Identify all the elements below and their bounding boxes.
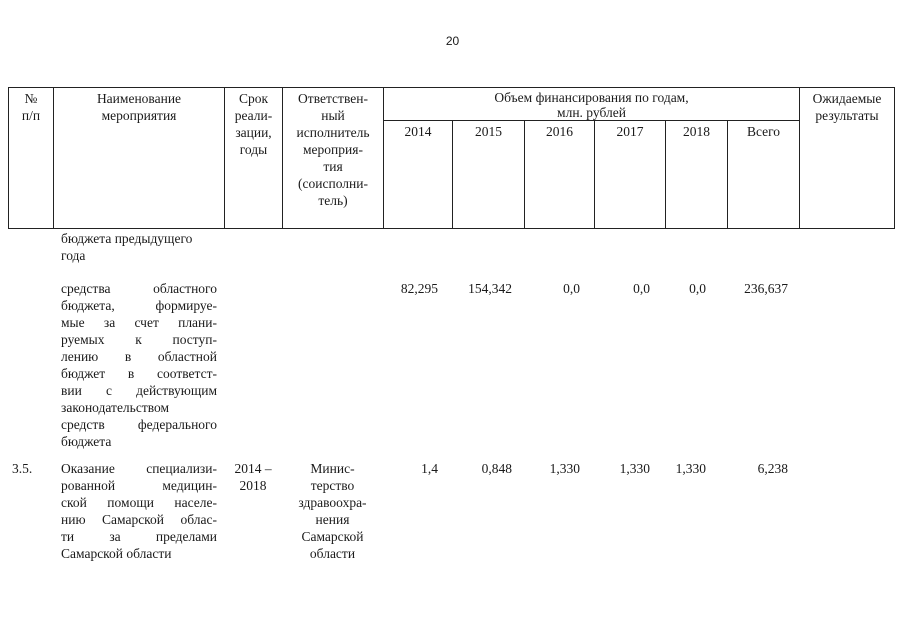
value-2018: 1,330 bbox=[675, 461, 706, 476]
header-no: № п/п bbox=[9, 88, 54, 229]
header-year-2014: 2014 bbox=[384, 121, 453, 229]
table-header bbox=[8, 87, 895, 229]
table-row-continuation bbox=[61, 230, 217, 264]
page-number: 20 bbox=[445, 34, 460, 48]
row-name-line: вии с действующим bbox=[61, 383, 217, 398]
value-total: 6,238 bbox=[757, 461, 788, 476]
value-2016: 0,0 bbox=[563, 281, 580, 296]
header-term: Срок реали- зации, годы bbox=[225, 88, 283, 229]
value-2015: 154,342 bbox=[468, 281, 512, 296]
row-name-line: бюджета bbox=[61, 434, 112, 449]
row-name-line: руемых к поступ- bbox=[61, 332, 217, 347]
header-name: Наименование мероприятия bbox=[54, 88, 225, 229]
value-2014: 1,4 bbox=[421, 461, 438, 476]
table-row-regional-funds bbox=[61, 280, 217, 450]
value-2017: 0,0 bbox=[633, 281, 650, 296]
row-name-line: года bbox=[61, 248, 86, 263]
table-row-3-5 bbox=[61, 460, 217, 562]
row-name-line: средств федерального bbox=[61, 417, 217, 432]
row-number: 3.5. bbox=[12, 461, 33, 476]
header-year-2016: 2016 bbox=[525, 121, 595, 229]
header-year-2018: 2018 bbox=[666, 121, 728, 229]
header-year-2015: 2015 bbox=[453, 121, 525, 229]
header-year-total: Всего bbox=[728, 121, 800, 229]
row-name-line: нию Самарской облас- bbox=[61, 512, 217, 527]
row-name-line: ти за пределами bbox=[61, 529, 217, 544]
header-funding: Объем финансирования по годам, млн. рублей bbox=[384, 88, 800, 121]
header-results: Ожидаемые результаты bbox=[800, 88, 895, 229]
row-name-line: лению в областной bbox=[61, 349, 217, 364]
header-year-2017: 2017 bbox=[595, 121, 666, 229]
value-2016: 1,330 bbox=[549, 461, 580, 476]
row-name-line: рованной медицин- bbox=[61, 478, 217, 493]
row-name-line: Оказание специализи- bbox=[61, 461, 217, 476]
value-2018: 0,0 bbox=[689, 281, 706, 296]
header-executor: Ответствен- ный исполнитель мероприя- тия (соисполни- тель) bbox=[283, 88, 384, 229]
row-name-line: мые за счет плани- bbox=[61, 315, 217, 330]
row-name-line: бюджета, формируе- bbox=[61, 298, 217, 313]
row-executor: Минис- терство здравоохра- нения Самарской области bbox=[298, 461, 367, 561]
value-2017: 1,330 bbox=[619, 461, 650, 476]
row-name-line: бюджет в соответст- bbox=[61, 366, 217, 381]
value-2014: 82,295 bbox=[400, 281, 438, 296]
row-name-line: средства областного bbox=[61, 281, 217, 296]
row-name-line: ской помощи населе- bbox=[61, 495, 217, 510]
value-total: 236,637 bbox=[744, 281, 788, 296]
row-name-line: бюджета предыдущего bbox=[61, 231, 193, 246]
value-2015: 0,848 bbox=[481, 461, 512, 476]
row-term: 2014 – 2018 bbox=[234, 461, 272, 493]
row-name-line: законодательством bbox=[61, 400, 170, 415]
row-name-line: Самарской области bbox=[61, 546, 172, 561]
